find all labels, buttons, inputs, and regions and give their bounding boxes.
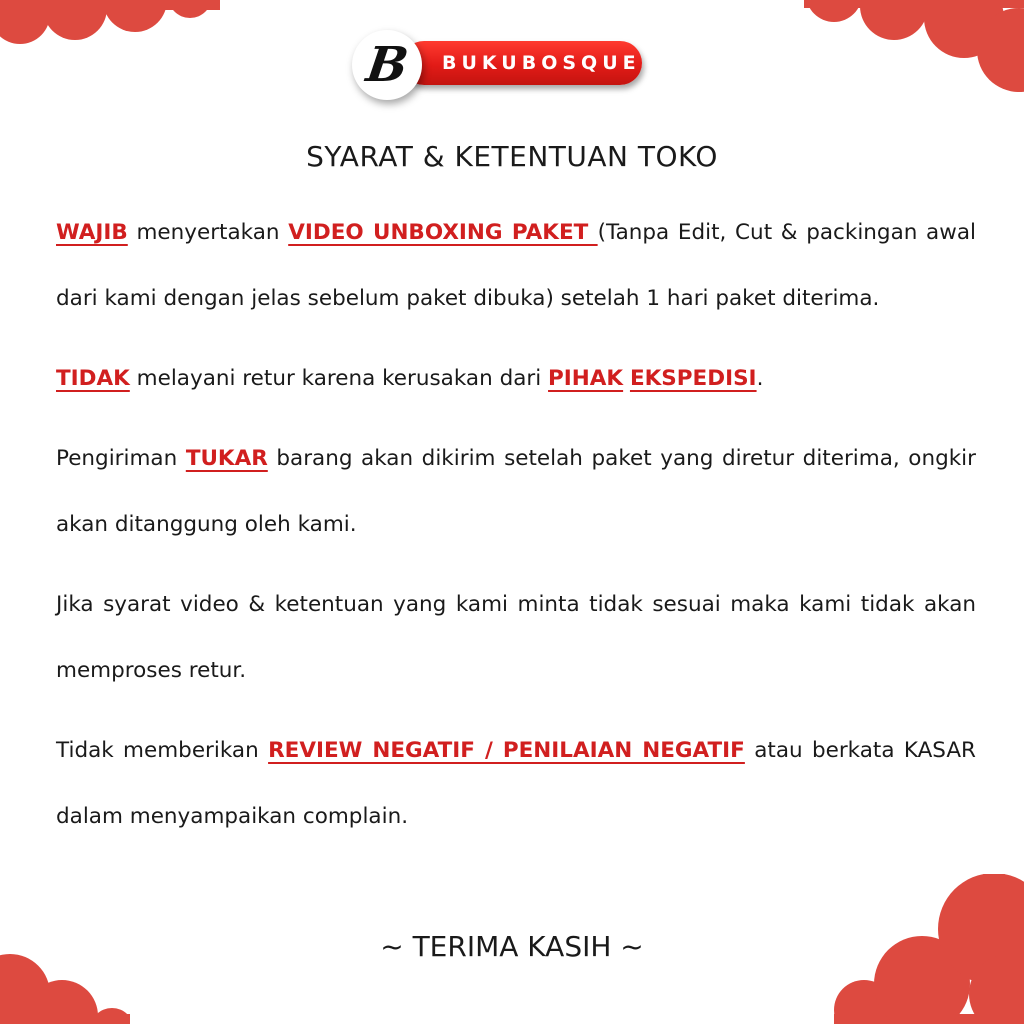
cloud-decoration-top-left: [0, 0, 220, 60]
rule-text: (Tanpa Edit, Cut & packingan awal dari kami dengan jelas sebelum paket dibuka) setelah 1 hari paket diterima.: [56, 220, 976, 311]
rule-text: menyertakan: [127, 220, 289, 245]
highlight-pihak: PIHAK: [548, 366, 624, 391]
cloud-decoration-top-right: [804, 0, 1024, 100]
rule-text: barang akan dikirim setelah paket yang diretur diterima, ongkir akan ditanggung oleh kami.: [56, 446, 976, 537]
highlight-review-negatif: REVIEW NEGATIF / PENILAIAN NEGATIF: [268, 738, 745, 763]
rule-text: [623, 366, 630, 391]
rule-text: Tidak memberikan: [56, 738, 269, 763]
rule-no-negative-review: [56, 718, 976, 850]
highlight-tukar: TUKAR: [185, 446, 268, 471]
closing-thanks: ~ TERIMA KASIH ~: [380, 930, 644, 963]
brand-logo: [352, 24, 652, 104]
brand-name: BUKUBOSQUE: [442, 52, 641, 74]
highlight-tidak: TIDAK: [56, 366, 130, 391]
rule-text: .: [756, 366, 764, 391]
rule-unboxing-video: [56, 200, 976, 332]
rule-text: melayani retur karena kerusakan dari: [129, 366, 549, 391]
terms-list: [56, 200, 976, 864]
highlight-ekspedisi: EKSPEDISI: [629, 366, 757, 391]
rule-no-expedition-damage: [56, 346, 976, 412]
rule-non-compliance: Jika syarat video & ketentuan yang kami minta tidak sesuai maka kami tidak akan memproses retur.: [56, 592, 976, 683]
highlight-video-unboxing: VIDEO UNBOXING PAKET: [288, 220, 598, 245]
rule-exchange-shipping: [56, 426, 976, 558]
brand-mark: B: [362, 37, 412, 93]
rule-text: Pengiriman: [56, 446, 186, 471]
brand-mark-badge: [352, 30, 422, 100]
brand-name-pill: [402, 41, 642, 85]
highlight-wajib: WAJIB: [56, 220, 128, 245]
rule-text: atau berkata KASAR dalam menyampaikan complain.: [56, 738, 976, 829]
page-title: SYARAT & KETENTUAN TOKO: [306, 140, 718, 173]
